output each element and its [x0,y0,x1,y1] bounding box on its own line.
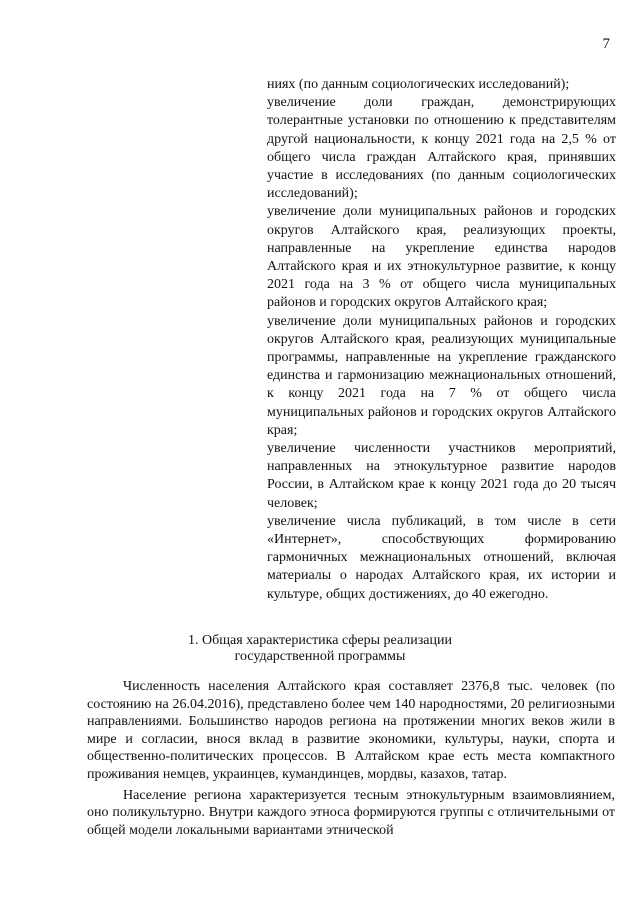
body-paragraph: Численность населения Алтайского края составляет 2376,8 тыс. человек (по состоянию на 26.04.2016), представлено более чем 140 народностями, 20 религиозными направлениями. Большинство народов региона на протяжении многих веков жили в мире и согласии, внося вклад в развитие экономики, культуры, науки, спорта и общественно-политических процессов. В Алтайском крае есть места компактного проживания немцев, украинцев, кумандинцев, мордвы, казахов, татар. [87,679,615,782]
target-item: увеличение численности участников мероприятий, направленных на этнокультурное развитие народов России, в Алтайском крае к концу 2021 года до 20 тысяч человек; [267,441,616,511]
section-heading-line-2: государственной программы [234,649,406,664]
body-paragraph: Население региона характеризуется тесным этнокультурным взаимовлиянием, оно поликультурно. Внутри каждого этноса формируются группы с отличительными от общей модели локальными вариантами этнической [87,787,615,838]
target-item: увеличение числа публикаций, в том числе в сети «Интернет», способствующих формированию гармоничных межнациональных отношений, включая материалы о народах Алтайского края, их истории и культуре, общих достижениях, до 40 ежегодно. [267,513,616,602]
section-heading-line-1: 1. Общая характеристика сферы реализации [188,633,452,648]
target-item: увеличение доли граждан, демонстрирующих толерантные установки по отношению к представителям другой национальности, к концу 2021 года на 2,5 % от общего числа граждан Алтайского края, принявших участие в исследованиях (по данным социологических исследований); [267,95,616,202]
target-item: увеличение доли муниципальных районов и городских округов Алтайского края, реализующих муниципальные программы, направленные на укрепление гражданского единства и гармонизацию межнациональных отношений, к концу 2021 года на 7 % от общего числа муниципальных районов и городских округов Алтайского края; [267,313,616,438]
target-item: увеличение доли муниципальных районов и городских округов Алтайского края, реализующих проекты, направленные на укрепление единства народов Алтайского края и их этнокультурное развитие, к концу 2021 года на 3 % от общего числа муниципальных районов и городских округов Алтайского края; [267,204,616,311]
section-body [87,678,615,839]
page-number: 7 [602,36,610,52]
target-indicators-list [267,76,616,604]
target-item: ниях (по данным социологических исследований); [267,77,570,92]
section-heading [70,633,570,665]
